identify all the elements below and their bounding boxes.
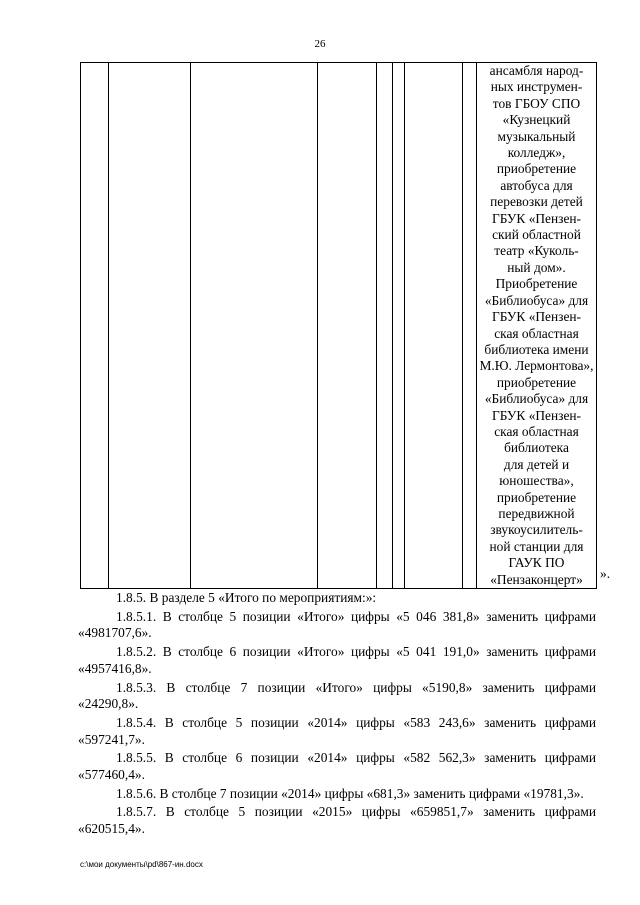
cell-line: Приобретение [495, 276, 578, 292]
cell-line: приобретение [496, 374, 577, 390]
cell-line: ансамбля народ- [489, 63, 584, 78]
table-cell-empty [463, 63, 477, 589]
cell-line: автобуса для [500, 177, 573, 193]
table-cell-empty [81, 63, 109, 589]
amendment-paragraph: 1.8.5.4. В столбце 5 позиции «2014» цифры «583 243,6» заменить цифрами «597241,7». [78, 714, 596, 747]
cell-line: приобретение [496, 161, 577, 177]
cell-line: музыкальный [497, 128, 576, 144]
cell-line: ГБУК «Пензен- [491, 309, 582, 325]
file-path-footer: c:\мои документы\pd\867-ин.docx [80, 860, 203, 869]
amendment-paragraph: 1.8.5.2. В столбце 6 позиции «Итого» цифры «5 041 191,0» заменить цифрами «4957416,8». [78, 644, 596, 676]
cell-line: ская областная [494, 325, 579, 341]
amendment-paragraph: 1.8.5. В разделе 5 «Итого по мероприятиям:»: [116, 590, 377, 605]
cell-line: театр «Куколь- [494, 243, 579, 259]
amendments-text [78, 590, 596, 840]
cell-line: тов ГБОУ СПО [492, 95, 581, 111]
amendment-paragraph: 1.8.5.7. В столбце 5 позиции «2015» цифры «659851,7» заменить цифрами «620515,4». [78, 804, 596, 837]
cell-line: библиотека [504, 440, 569, 456]
cell-line: «Кузнецкий [502, 112, 571, 128]
cell-line: приобретение [496, 489, 577, 505]
cell-line: ская областная [494, 423, 579, 439]
cell-line: ГБУК «Пензен- [491, 210, 582, 226]
amendment-paragraph: 1.8.5.5. В столбце 6 позиции «2014» цифры «582 562,3» заменить цифрами «577460,4». [78, 750, 596, 782]
cell-line: ский областной [492, 227, 581, 243]
cell-line: «Библиобуса» для [484, 391, 589, 407]
cell-line: ГБУК «Пензен- [491, 407, 582, 423]
continuation-table [80, 62, 597, 589]
table-cell-description [477, 63, 597, 589]
cell-line: колледж», [507, 145, 566, 161]
table-cell-empty [109, 63, 191, 589]
table-cell-empty [318, 63, 377, 589]
amendment-paragraph: 1.8.5.1. В столбце 5 позиции «Итого» цифры «5 046 381,8» заменить цифрами «4981707,6». [78, 608, 596, 641]
table-cell-empty [377, 63, 393, 589]
amendment-paragraph: 1.8.5.6. В столбце 7 позиции «2014» цифры «681,3» заменить цифрами «19781,3». [116, 785, 584, 801]
cell-line: ной станции для [489, 538, 584, 554]
page-number: 26 [314, 38, 326, 50]
cell-line: библиотека имени [484, 341, 589, 357]
cell-line: перевозки детей [490, 194, 583, 210]
cell-line: «Библиобуса» для [484, 292, 589, 308]
cell-line: «Пензаконцерт» [490, 571, 583, 587]
cell-line: звукоусилитель- [490, 522, 583, 538]
closing-mark: ». [600, 566, 611, 581]
table-cell-empty [191, 63, 318, 589]
table-row [81, 63, 597, 589]
cell-line: для детей и [503, 456, 570, 472]
table-cell-empty [393, 63, 405, 589]
table-cell-empty [405, 63, 463, 589]
cell-line: ный дом». [507, 259, 566, 275]
cell-line: юношества», [499, 473, 574, 489]
cell-line: М.Ю. Лермонтова», [479, 358, 594, 374]
cell-line: ГАУК ПО [508, 555, 565, 571]
amendment-paragraph: 1.8.5.3. В столбце 7 позиции «Итого» цифры «5190,8» заменить цифрами «24290,8». [78, 679, 596, 712]
cell-line: ных инструмен- [490, 79, 583, 95]
cell-line: передвижной [498, 505, 575, 521]
